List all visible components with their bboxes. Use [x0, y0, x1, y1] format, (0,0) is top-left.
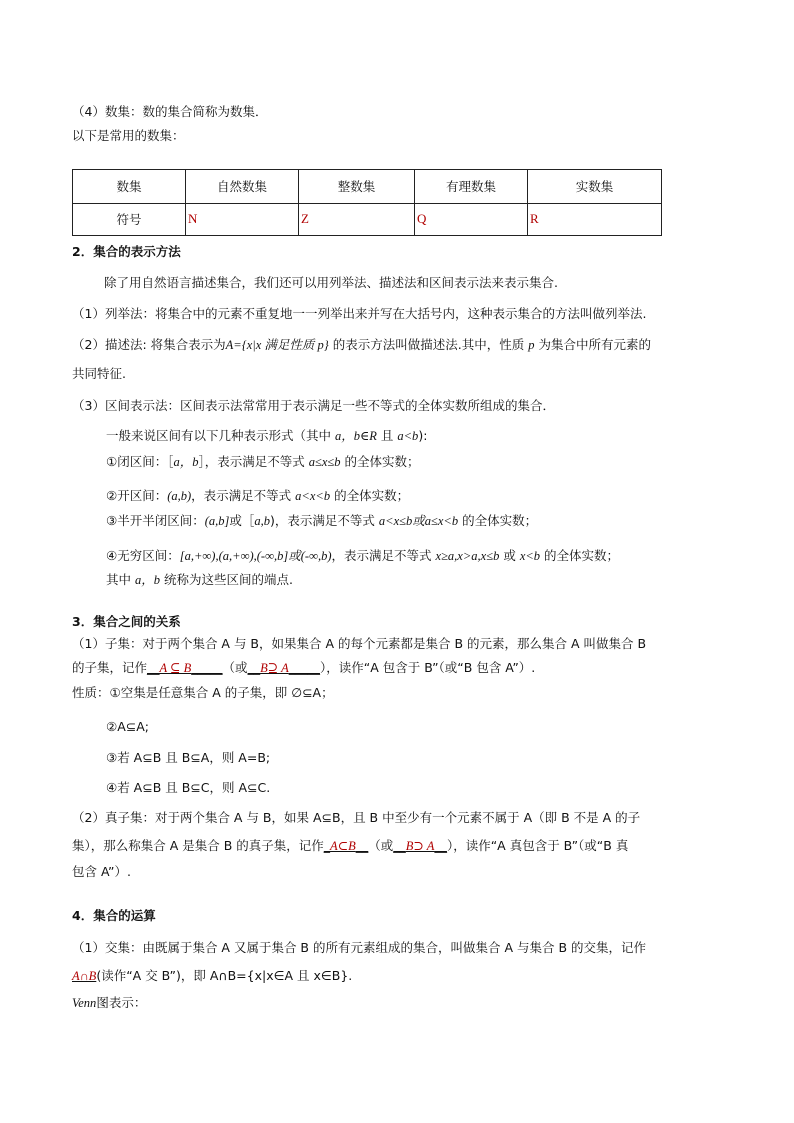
- table-cell: 数集: [73, 170, 186, 204]
- paragraph: 的子集，记作__A ⊆ B_____（或__B⊇ A_____），读作“A 包含于 B”（或“B 包含 A”）.: [72, 660, 536, 675]
- table-cell: 整数集: [299, 170, 415, 204]
- table-cell: N: [186, 204, 299, 236]
- paragraph: ②A⊆A;: [106, 719, 149, 734]
- paragraph: ④若 A⊆B 且 B⊆C，则 A⊆C.: [106, 780, 271, 795]
- interval-half-open: ③半开半闭区间：(a,b]或［a,b)，表示满足不等式 a<x≤b或a≤x<b 的全体实数；: [106, 513, 538, 528]
- paragraph: 性质：①空集是任意集合 A 的子集，即 ∅⊆A；: [72, 685, 334, 700]
- table-cell: R: [528, 204, 662, 236]
- table-row: [73, 204, 662, 236]
- table-cell: 自然数集: [186, 170, 299, 204]
- paragraph: 包含 A”）.: [72, 864, 131, 879]
- paragraph: ③若 A⊆B 且 B⊆A，则 A=B;: [106, 750, 271, 765]
- common-sets-intro: 以下是常用的数集：: [72, 128, 185, 143]
- paragraph: （2）真子集：对于两个集合 A 与 B，如果 A⊆B，且 B 中至少有一个元素不属于 A（即 B 不是 A 的子: [72, 810, 641, 825]
- paragraph: Venn图表示：: [72, 995, 147, 1010]
- section-title: 2．集合的表示方法: [72, 244, 181, 259]
- table-cell: Q: [415, 204, 528, 236]
- number-set-item: （4）数集：数的集合简称为数集．: [72, 104, 268, 119]
- table-cell: 有理数集: [415, 170, 528, 204]
- section-title: 4．集合的运算: [72, 908, 156, 923]
- table-header-row: [73, 170, 662, 204]
- paragraph: （3）区间表示法：区间表示法常常用于表示满足一些不等式的全体实数所组成的集合．: [72, 398, 555, 413]
- section-title: 3．集合之间的关系: [72, 614, 181, 629]
- paragraph: （1）子集：对于两个集合 A 与 B，如果集合 A 的每个元素都是集合 B 的元素，那么集合 A 叫做集合 B: [72, 636, 647, 651]
- table-cell: 符号: [73, 204, 186, 236]
- paragraph: 其中 a，b 统称为这些区间的端点.: [106, 572, 293, 587]
- interval-infinite: ④无穷区间：[a,+∞),(a,+∞),(-∞,b]或(-∞,b)，表示满足不等式 x≥a,x>a,x≤b 或 x<b 的全体实数；: [106, 548, 620, 563]
- paragraph: （2）描述法: 将集合表示为A={x|x 满足性质 p} 的表示方法叫做描述法.其中，性质 p 为集合中所有元素的: [72, 337, 651, 352]
- table-cell: 实数集: [528, 170, 662, 204]
- interval-closed: ①闭区间：［a，b］，表示满足不等式 a≤x≤b 的全体实数；: [106, 454, 420, 469]
- paragraph: （1）列举法：将集合中的元素不重复地一一列举出来并写在大括号内，这种表示集合的方法叫做列举法.: [72, 306, 647, 321]
- number-sets-table: [72, 169, 662, 236]
- paragraph: （1）交集：由既属于集合 A 又属于集合 B 的所有元素组成的集合，叫做集合 A 与集合 B 的交集，记作: [72, 940, 646, 955]
- paragraph: A∩B(读作“A 交 B”)，即 A∩B={x|x∈A 且 x∈B}.: [72, 968, 353, 983]
- paragraph: 共同特征.: [72, 366, 126, 381]
- table-cell: Z: [299, 204, 415, 236]
- interval-open: ②开区间：(a,b)，表示满足不等式 a<x<b 的全体实数；: [106, 488, 410, 503]
- paragraph: 一般来说区间有以下几种表示形式（其中 a，b∈R 且 a<b):: [106, 428, 428, 443]
- paragraph: 集），那么称集合 A 是集合 B 的真子集，记作_A⊂B__（或__B⊃ A__），读作“A 真包含于 B”（或“B 真: [72, 838, 629, 853]
- paragraph: 除了用自然语言描述集合，我们还可以用列举法、描述法和区间表示法来表示集合.: [104, 275, 558, 290]
